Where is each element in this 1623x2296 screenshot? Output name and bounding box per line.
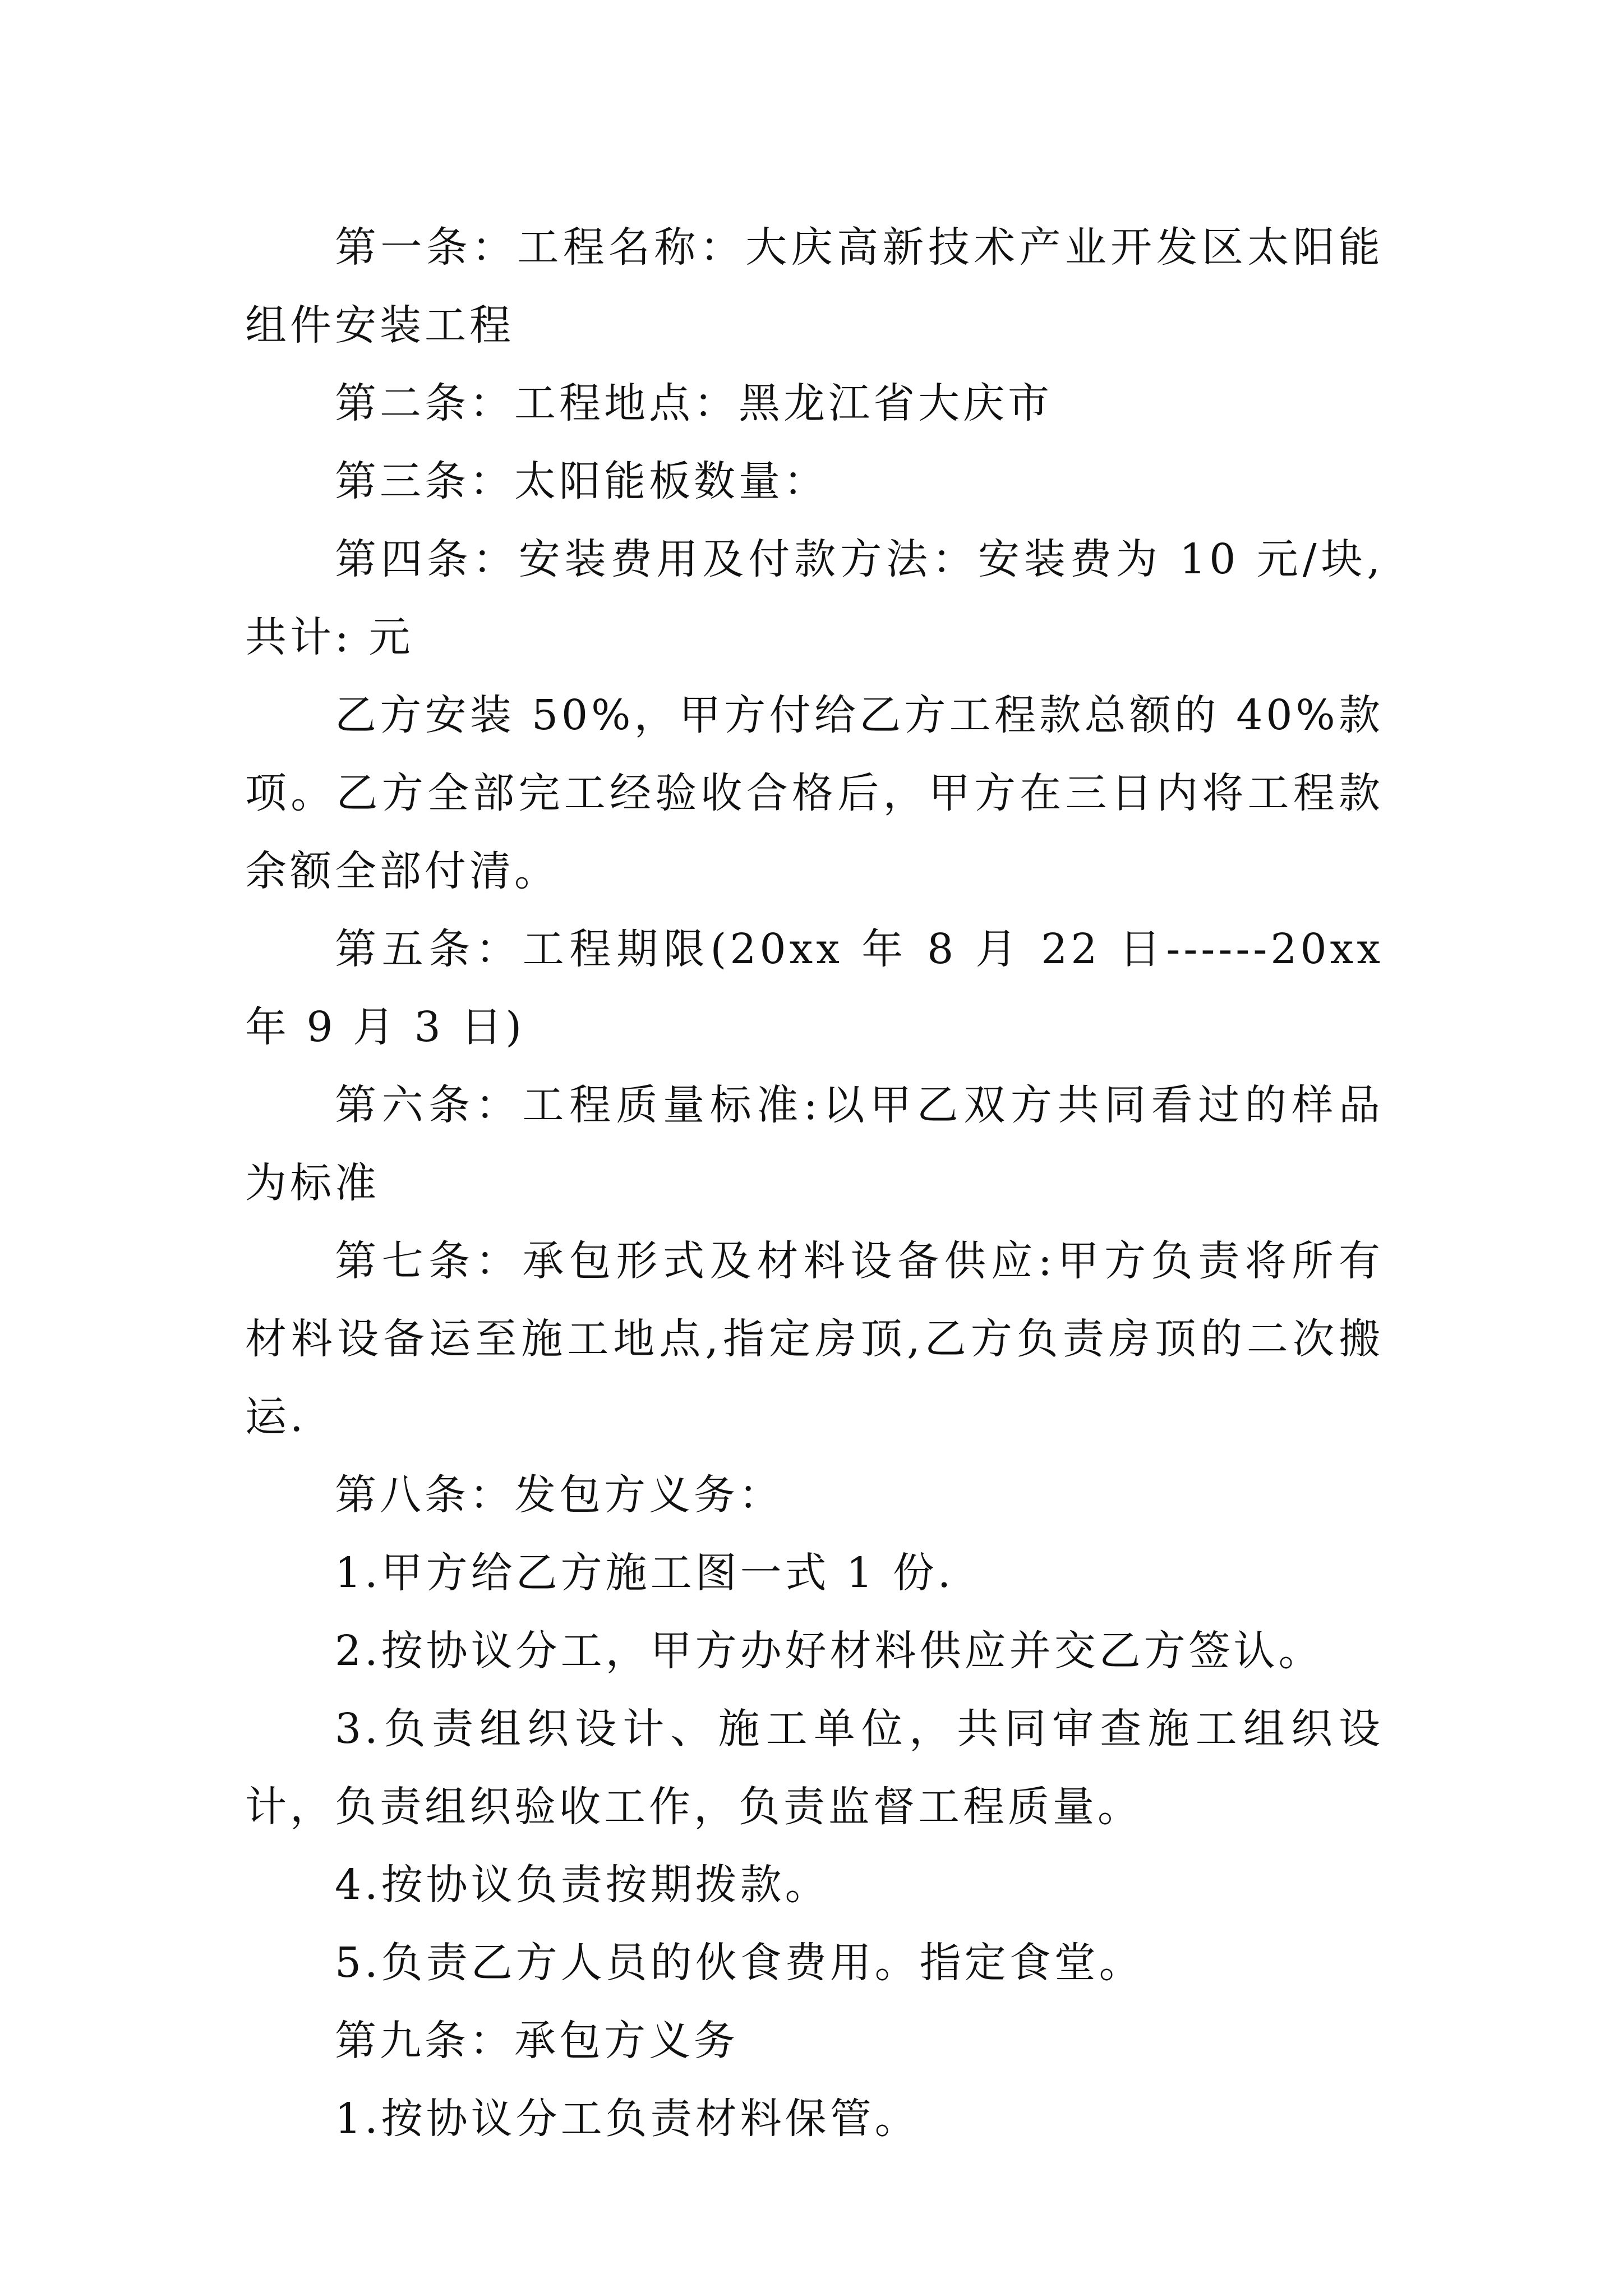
employer-obligation-item: 4.按协议负责按期拨款。 xyxy=(335,1861,830,1909)
article-2-project-location: 第二条：工程地点：黑龙江省大庆市 xyxy=(335,379,1053,427)
employer-obligation-item: 3.负责组织设计、施工单位，共同审查施工组织设计，负责组织验收工作，负责监督工程质量。 xyxy=(245,1705,1384,1831)
article-8-employer-obligations: 第八条：发包方义务： xyxy=(335,1471,783,1519)
article-4-installation-fee: 第四条：安装费用及付款方法：安装费为 10 元/块,共计: 元 xyxy=(245,535,1384,661)
article-3-panel-quantity: 第三条：太阳能板数量： xyxy=(335,457,828,505)
article-7-contract-form: 第七条：承包形式及材料设备供应:甲方负责将所有材料设备运至施工地点,指定房顶,乙方负责房顶的二次搬运. xyxy=(245,1237,1384,1441)
article-1-project-name: 第一条：工程名称：大庆高新技术产业开发区太阳能组件安装工程 xyxy=(245,223,1384,349)
article-9-contractor-obligations: 第九条：承包方义务 xyxy=(335,2017,739,2065)
contractor-obligation-item: 1.按协议分工负责材料保管。 xyxy=(335,2095,920,2143)
employer-obligation-item: 2.按协议分工，甲方办好材料供应并交乙方签认。 xyxy=(335,1627,1324,1675)
article-6-quality-standard: 第六条：工程质量标准:以甲乙双方共同看过的样品为标准 xyxy=(245,1081,1384,1207)
payment-terms: 乙方安装 50%，甲方付给乙方工程款总额的 40%款项。乙方全部完工经验收合格后，甲方在三日内将工程款余额全部付清。 xyxy=(245,691,1384,895)
article-5-project-period: 第五条：工程期限(20xx 年 8 月 22 日------20xx 年 9 月 3 日) xyxy=(245,925,1384,1051)
employer-obligation-item: 5.负责乙方人员的伙食费用。指定食堂。 xyxy=(335,1939,1144,1987)
employer-obligation-item: 1.甲方给乙方施工图一式 1 份. xyxy=(335,1549,955,1597)
document-body xyxy=(245,209,1384,2158)
